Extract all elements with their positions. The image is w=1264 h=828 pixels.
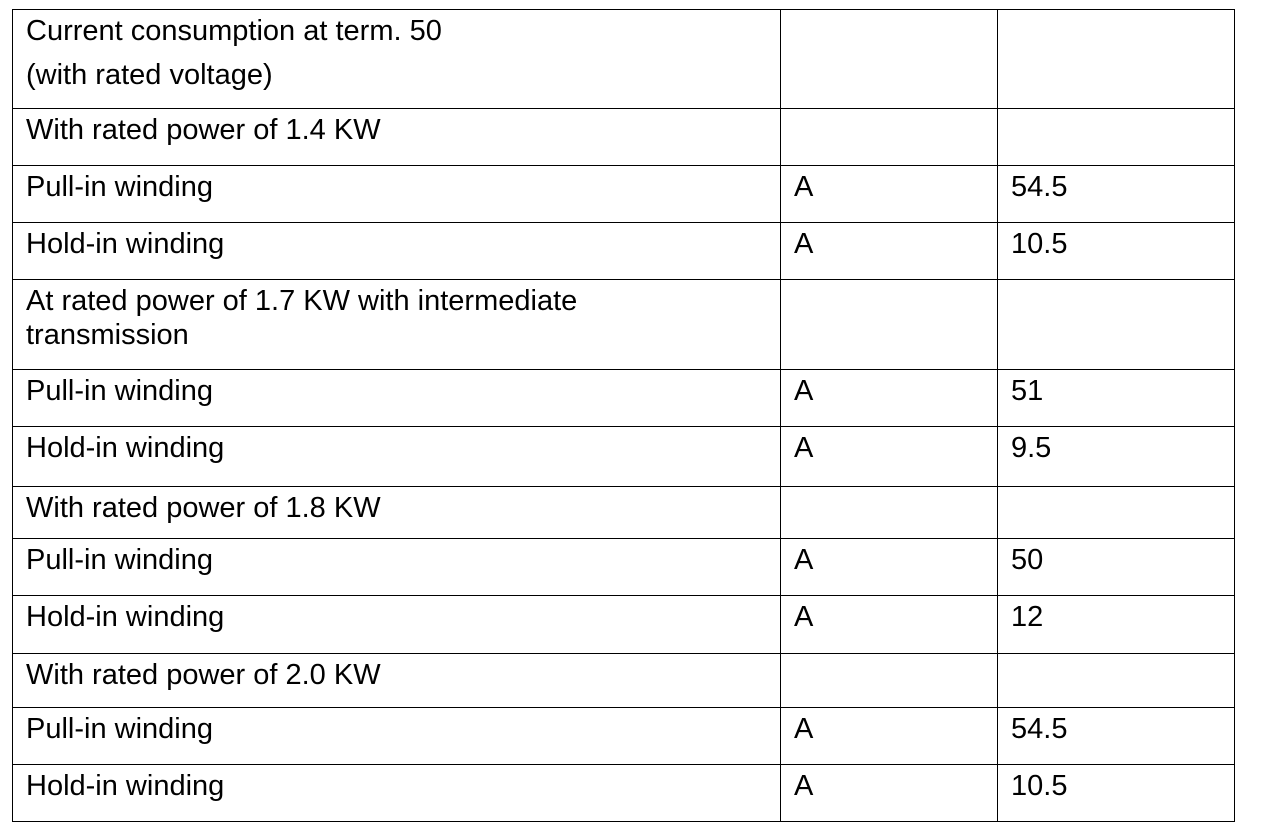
table-row	[13, 654, 1235, 708]
unit-cell: A	[781, 427, 998, 487]
row-label: Hold-in winding	[13, 596, 781, 654]
row-label: Hold-in winding	[13, 765, 781, 822]
unit-cell: A	[781, 765, 998, 822]
table-row	[13, 223, 1235, 280]
value-cell	[998, 10, 1235, 109]
value-cell: 10.5	[998, 223, 1235, 280]
label-line: transmission	[26, 319, 189, 351]
row-label: Hold-in winding	[13, 427, 781, 487]
current-consumption-table	[12, 9, 1235, 822]
row-label: Hold-in winding	[13, 223, 781, 280]
value-cell: 51	[998, 370, 1235, 427]
row-label: Pull-in winding	[13, 708, 781, 765]
unit-cell: A	[781, 223, 998, 280]
row-label: Pull-in winding	[13, 370, 781, 427]
row-label: With rated power of 1.8 KW	[13, 487, 781, 539]
label-line: At rated power of 1.7 KW with intermediate	[26, 285, 578, 317]
value-cell: 12	[998, 596, 1235, 654]
value-cell	[998, 654, 1235, 708]
value-cell: 54.5	[998, 166, 1235, 223]
row-label: Pull-in winding	[13, 539, 781, 596]
row-label: Pull-in winding	[13, 166, 781, 223]
label-line: Current consumption at term. 50	[26, 15, 442, 47]
table-row	[13, 280, 1235, 370]
unit-cell	[781, 10, 998, 109]
unit-cell	[781, 280, 998, 370]
table-row	[13, 370, 1235, 427]
row-label	[13, 280, 781, 370]
row-label: With rated power of 1.4 KW	[13, 109, 781, 166]
table-row	[13, 109, 1235, 166]
table-row	[13, 596, 1235, 654]
unit-cell: A	[781, 539, 998, 596]
value-cell	[998, 487, 1235, 539]
row-label	[13, 10, 781, 109]
value-cell: 10.5	[998, 765, 1235, 822]
table-row	[13, 539, 1235, 596]
unit-cell: A	[781, 370, 998, 427]
table-row	[13, 10, 1235, 109]
value-cell: 9.5	[998, 427, 1235, 487]
table-row	[13, 708, 1235, 765]
unit-cell: A	[781, 166, 998, 223]
unit-cell: A	[781, 596, 998, 654]
value-cell: 54.5	[998, 708, 1235, 765]
value-cell	[998, 280, 1235, 370]
value-cell: 50	[998, 539, 1235, 596]
unit-cell	[781, 487, 998, 539]
table-row	[13, 427, 1235, 487]
table-row	[13, 487, 1235, 539]
row-label: With rated power of 2.0 KW	[13, 654, 781, 708]
unit-cell	[781, 109, 998, 166]
label-line: (with rated voltage)	[26, 59, 273, 91]
unit-cell	[781, 654, 998, 708]
table-row	[13, 166, 1235, 223]
table-row	[13, 765, 1235, 822]
unit-cell: A	[781, 708, 998, 765]
value-cell	[998, 109, 1235, 166]
